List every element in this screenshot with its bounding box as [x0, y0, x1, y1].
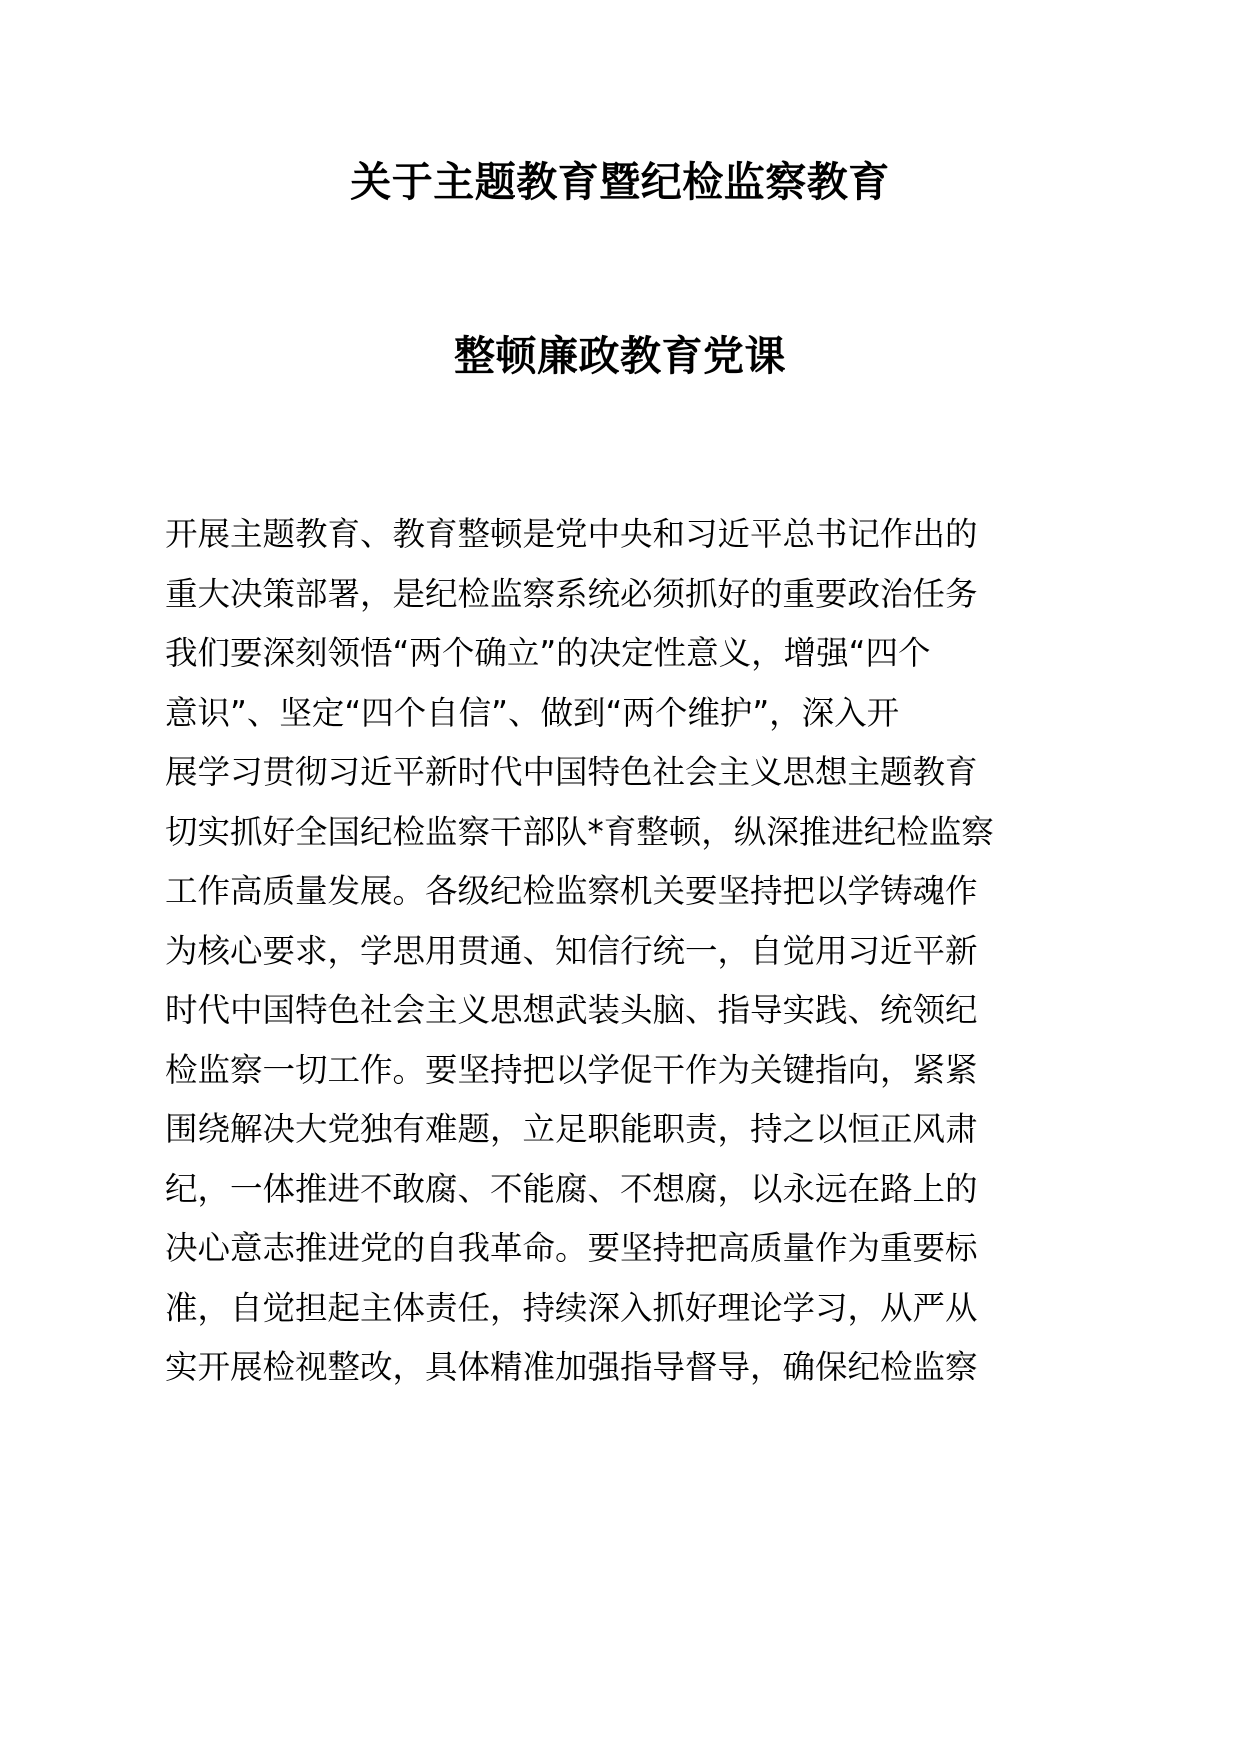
- document-body-block: [165, 505, 1075, 1398]
- body-line: 意识”、坚定“四个自信”、做到“两个维护”，深入开: [165, 693, 900, 732]
- body-line: 展学习贯彻习近平新时代中国特色社会主义思想主题教育: [165, 753, 978, 791]
- body-line: 重大决策部署，是纪检监察系统必须抓好的重要政治任务: [165, 574, 978, 613]
- body-paragraph: [165, 505, 1075, 1398]
- body-line: 纪，一体推进不敢腐、不能腐、不想腐，以永远在路上的: [165, 1169, 978, 1208]
- document-title-block: [165, 0, 1075, 387]
- body-line: 围绕解决大党独有难题，立足职能职责，持之以恒正风肃: [165, 1110, 978, 1148]
- body-line: 准，自觉担起主体责任，持续深入抓好理论学习，从严从: [165, 1288, 978, 1327]
- body-line: 时代中国特色社会主义思想武装头脑、指导实践、统领纪: [165, 991, 978, 1029]
- body-line: 切实抓好全国纪检监察干部队*育整顿，纵深推进纪检监察: [165, 812, 994, 851]
- body-line: 开展主题教育、教育整顿是党中央和习近平总书记作出的: [165, 515, 978, 553]
- body-line: 我们要深刻领悟“两个确立”的决定性意义，增强“四个: [165, 634, 931, 672]
- body-line: 工作高质量发展。各级纪检监察机关要坚持把以学铸魂作: [165, 872, 978, 910]
- document-title-line-1: 关于主题教育暨纪检监察教育: [350, 158, 890, 206]
- body-line: 检监察一切工作。要坚持把以学促干作为关键指向，紧紧: [165, 1050, 978, 1089]
- body-line: 为核心要求，学思用贯通、知信行统一，自觉用习近平新: [165, 931, 978, 970]
- body-line: 实开展检视整改，具体精准加强指导督导，确保纪检监察: [165, 1348, 978, 1386]
- body-line: 决心意志推进党的自我革命。要坚持把高质量作为重要标: [165, 1229, 978, 1267]
- document-title-line-2: 整顿廉政教育党课: [454, 331, 786, 380]
